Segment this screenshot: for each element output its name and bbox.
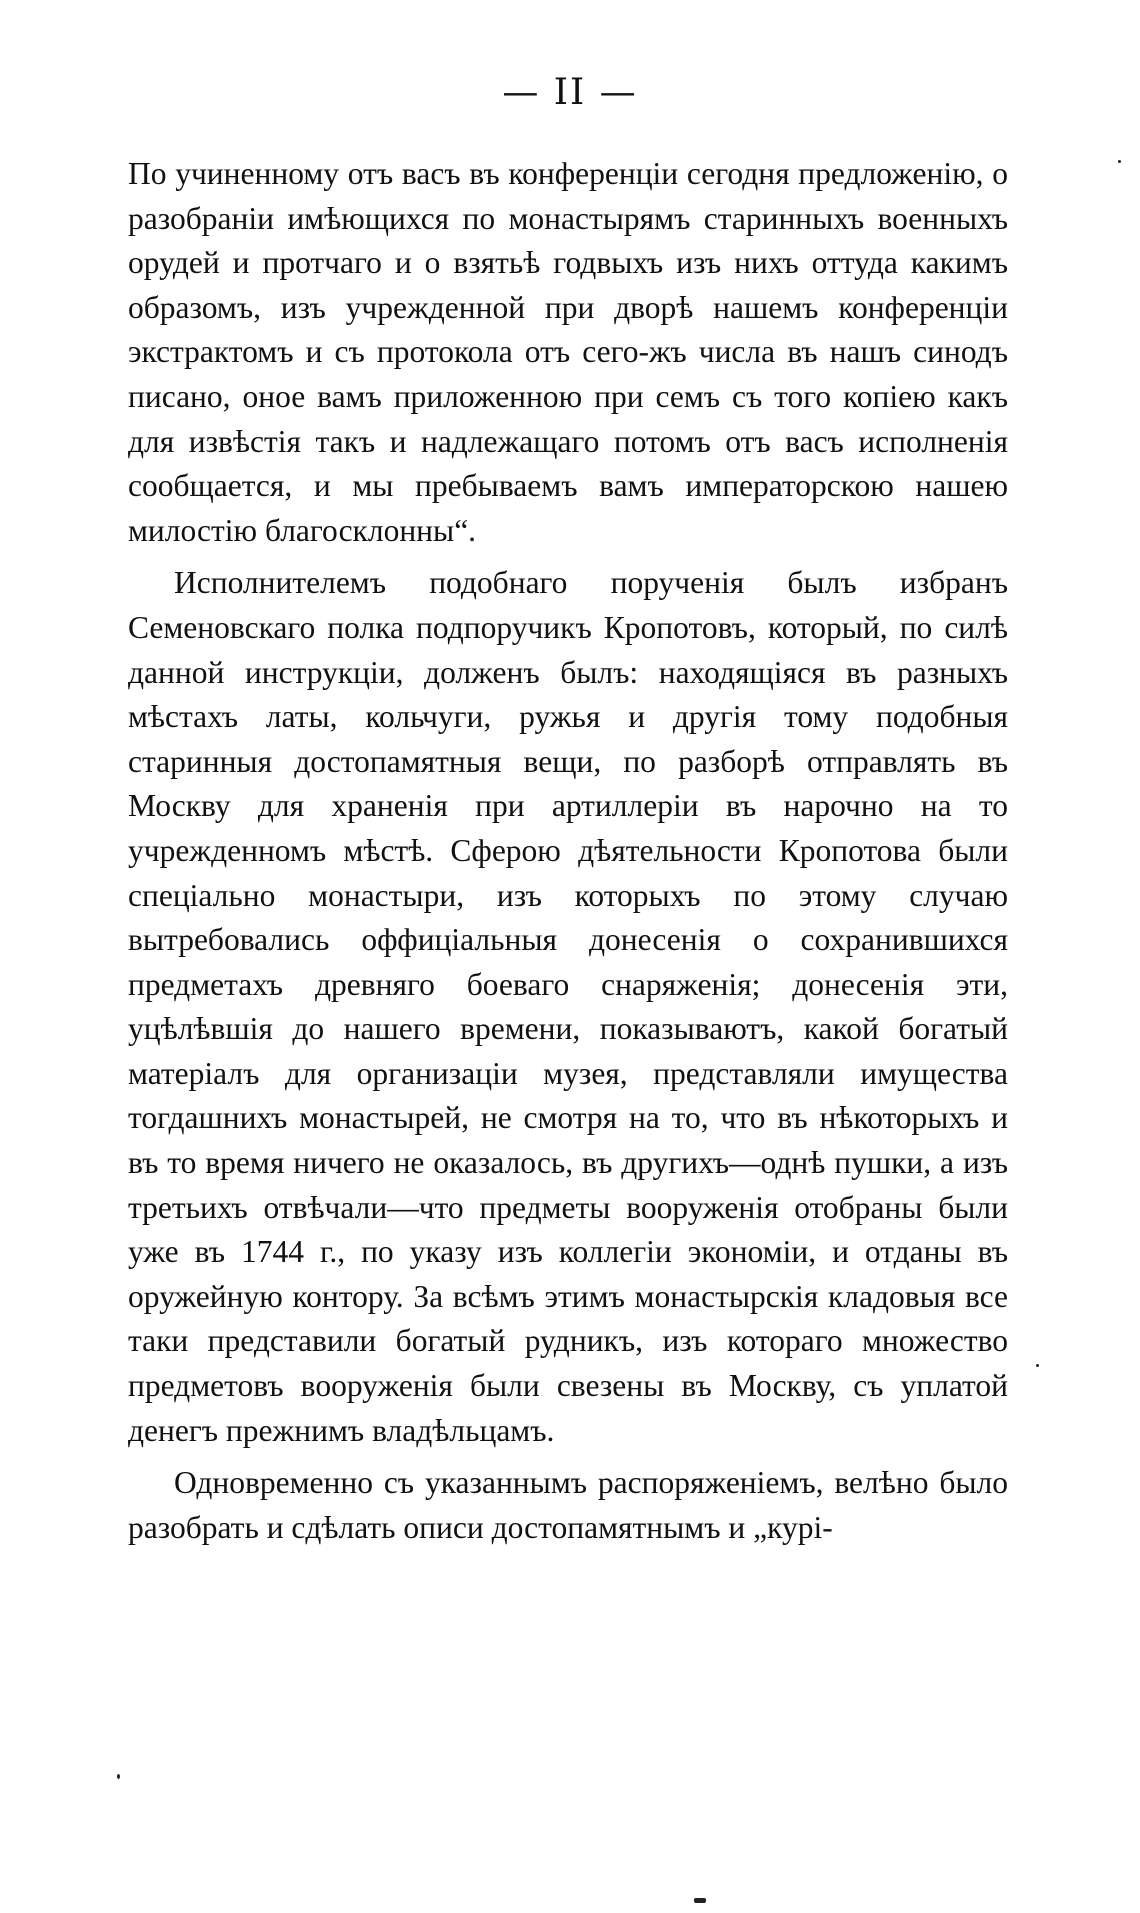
page-number: — II —	[502, 72, 638, 113]
print-speck	[694, 1898, 706, 1903]
print-speck	[117, 1774, 120, 1779]
paragraph-3: Одновременно съ указаннымъ распоряженіемъ, велѣно было разобрать и сдѣлать описи достопамятнымъ и „курі-	[128, 1465, 1008, 1545]
paragraph-1: По учиненному отъ васъ въ конференціи сегодня предложенію, о разобраніи имѣющихся по монастырямъ старинныхъ военныхъ орудей и протчаго и о взятьѣ годвыхъ изъ нихъ оттуда какимъ образомъ, изъ учрежденной при дворѣ нашемъ конференціи экстрактомъ и съ протокола отъ сего-жъ числа въ нашъ синодъ писано, оное вамъ приложенною при семъ съ того копіею какъ для извѣстія такъ и надлежащаго потомъ отъ васъ исполненія сообщается, и мы пребываемъ вамъ императорскою нашею милостію благосклонны“.	[128, 156, 1008, 548]
print-speck	[1036, 1364, 1039, 1367]
body-text	[128, 152, 1008, 1550]
paragraph-2: Исполнителемъ подобнаго порученія былъ избранъ Семеновскаго полка подпоручикъ Кропотовъ, который, по силѣ данной инструкціи, долженъ былъ: находящіяся въ разныхъ мѣстахъ латы, кольчуги, ружья и другія тому подобныя старинныя достопамятныя вещи, по разборѣ отправлять въ Москву для храненія при артиллеріи въ нарочно на то учрежденномъ мѣстѣ. Сферою дѣятельности Кропотова были спеціально монастыри, изъ которыхъ по этому случаю вытребовались оффиціальныя донесенія о сохранившихся предметахъ древняго боеваго снаряженія; донесенія эти, уцѣлѣвшія до нашего времени, показываютъ, какой богатый матеріалъ для организаціи музея, представляли имущества тогдашнихъ монастырей, не смотря на то, что въ нѣкоторыхъ и въ то время ничего не оказалось, въ другихъ—однѣ пушки, а изъ третьихъ отвѣчали—что предметы вооруженія отобраны были уже въ 1744 г., по указу изъ коллегіи экономіи, и отданы въ оружейную контору. За всѣмъ этимъ монастырскія кладовыя все таки представили богатый рудникъ, изъ котораго множество предметовъ вооруженія были свезены въ Москву, съ уплатой денегъ прежнимъ владѣльцамъ.	[128, 565, 1008, 1448]
print-speck	[1118, 160, 1121, 163]
